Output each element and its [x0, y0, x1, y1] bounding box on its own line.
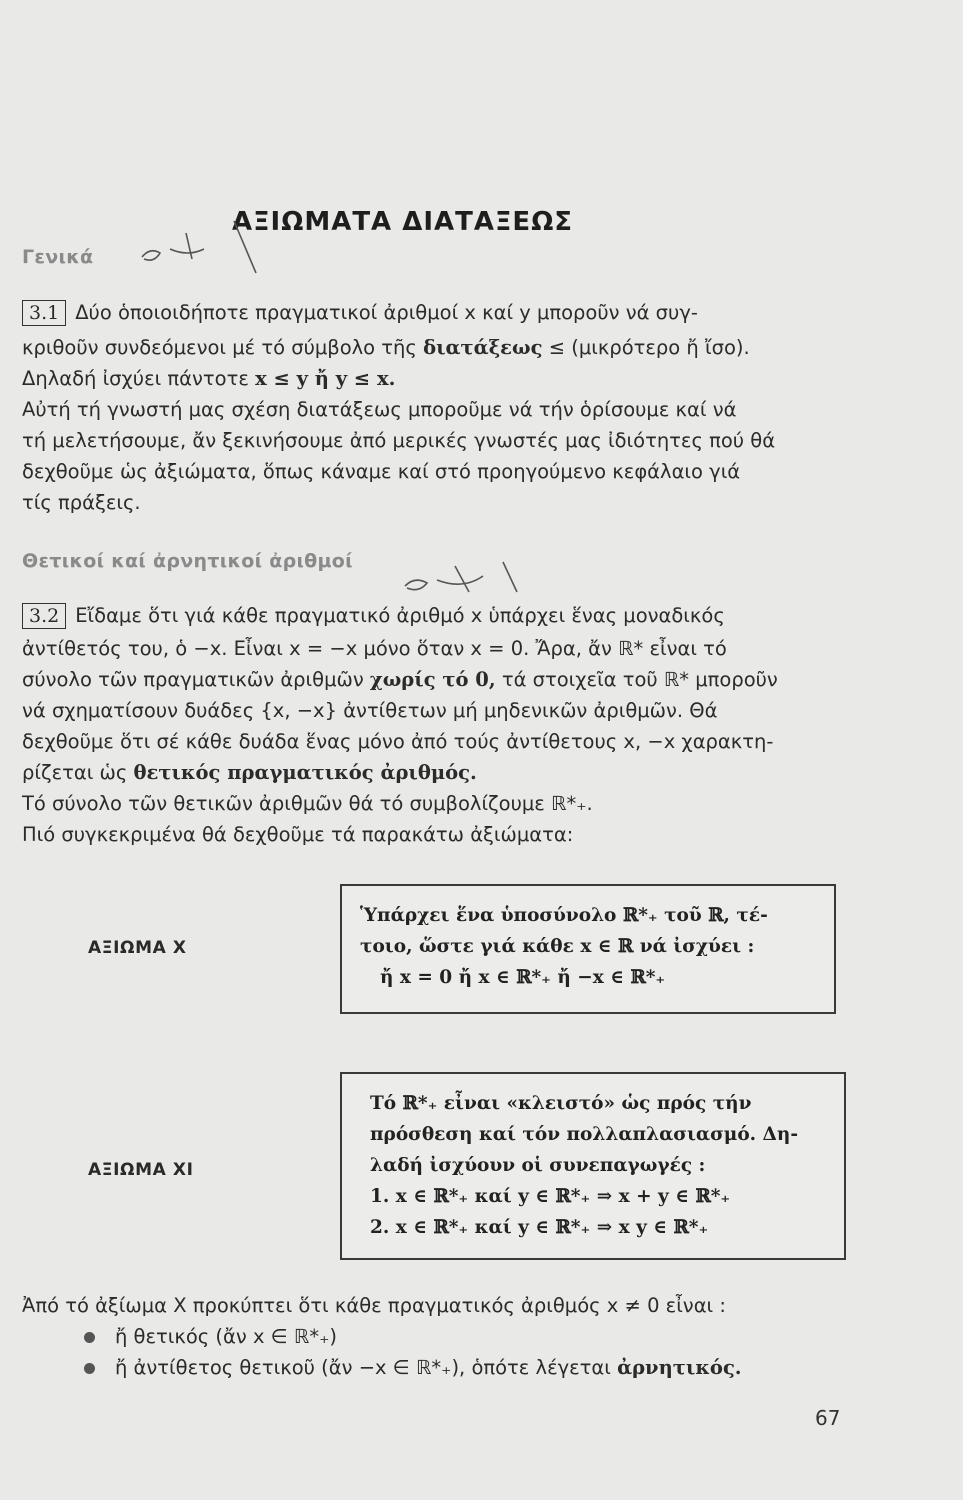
- text-line: σύνολο τῶν πραγματικῶν ἀριθμῶν: [22, 668, 370, 691]
- axiom-line: λαδή ἰσχύουν οἱ συνεπαγωγές :: [370, 1155, 706, 1176]
- bold-term: θετικός πραγματικός ἀριθμός.: [133, 761, 477, 784]
- pencil-mark-middle: [395, 560, 535, 600]
- text-line: Τό σύνολο τῶν θετικῶν ἀριθμῶν θά τό συμβολίζουμε ℝ*₊.: [22, 792, 593, 815]
- text-line: κριθοῦν συνδεόμενοι μέ τό σύμβολο τῆς: [22, 336, 424, 359]
- axiom-x-label: ΑΞΙΩΜΑ X: [88, 938, 187, 958]
- paragraph-number: 3.1: [22, 300, 66, 326]
- bullet-text: ἤ θετικός (ἄν x ∈ ℝ*₊): [115, 1325, 338, 1348]
- relation: x ≤ y ἤ y ≤ x.: [255, 367, 396, 390]
- axiom-line: 1. x ∈ ℝ*₊ καί y ∈ ℝ*₊ ⇒ x + y ∈ ℝ*₊: [370, 1186, 731, 1207]
- page-number: 67: [815, 1406, 841, 1430]
- text-line: Αὐτή τή γνωστή μας σχέση διατάξεως μποροῦμε νά τήν ὁρίσουμε καί νά: [22, 398, 737, 421]
- axiom-xi-box: [340, 1072, 846, 1260]
- text-line: δεχθοῦμε ὅτι σέ κάθε δυάδα ἕνας μόνο ἀπό τούς ἀντίθετους x, −x χαρακτη-: [22, 730, 774, 753]
- bullet-icon: [84, 1332, 95, 1343]
- axiom-x-box: [340, 884, 836, 1014]
- text-line: Εἴδαμε ὅτι γιά κάθε πραγματικό ἀριθμό x ὑπάρχει ἕνας μοναδικός: [75, 604, 725, 627]
- paragraph-3-1: [22, 297, 842, 518]
- bullet-icon: [84, 1363, 95, 1374]
- text-line: νά σχηματίσουν δυάδες {x, −x} ἀντίθετων μή μηδενικῶν ἀριθμῶν. Θά: [22, 699, 718, 722]
- bold-term: ἀρνητικός.: [617, 1356, 742, 1379]
- text-line: ρίζεται ὡς: [22, 761, 134, 784]
- text-line: τή μελετήσουμε, ἄν ξεκινήσουμε ἀπό μερικές γνωστές μας ἰδιότητες πού θά: [22, 429, 776, 452]
- bold-term: διατάξεως: [423, 336, 543, 359]
- bold-term: χωρίς τό 0,: [369, 668, 496, 691]
- text-line: ἀντίθετός του, ὁ −x. Εἶναι x = −x μόνο ὅταν x = 0. Ἄρα, ἄν ℝ* εἶναι τό: [22, 637, 727, 660]
- text-line: Ἀπό τό ἀξίωμα X προκύπτει ὅτι κάθε πραγματικός ἀριθμός x ≠ 0 εἶναι :: [22, 1294, 726, 1317]
- axiom-line: Τό ℝ*₊ εἶναι «κλειστό» ὡς πρός τήν: [370, 1093, 752, 1114]
- text-line: Δύο ὁποιοιδήποτε πραγματικοί ἀριθμοί x καί y μποροῦν νά συγ-: [75, 301, 698, 324]
- closing-paragraph: [22, 1290, 842, 1383]
- pencil-mark-top: [130, 215, 270, 275]
- section-heading-general: Γενικά: [22, 246, 94, 268]
- paragraph-number: 3.2: [22, 603, 66, 629]
- axiom-line: Ὑπάρχει ἕνα ὑποσύνολο ℝ*₊ τοῦ ℝ, τέ-: [360, 905, 768, 926]
- paragraph-3-2: [22, 600, 842, 850]
- text-line: Δηλαδή ἰσχύει πάντοτε: [22, 367, 256, 390]
- section-heading-pos-neg: Θετικοί καί ἀρνητικοί ἀριθμοί: [22, 550, 353, 572]
- axiom-xi-label: ΑΞΙΩΜΑ XI: [88, 1160, 194, 1180]
- text-line: τίς πράξεις.: [22, 491, 141, 514]
- axiom-line: πρόσθεση καί τόν πολλαπλασιασμό. Δη-: [370, 1124, 799, 1145]
- axiom-line: τοιο, ὥστε γιά κάθε x ∈ ℝ νά ἰσχύει :: [360, 936, 755, 957]
- page-title: ΑΞΙΩΜΑΤΑ ΔΙΑΤΑΞΕΩΣ: [232, 207, 574, 237]
- text-line: δεχθοῦμε ὡς ἀξιώματα, ὅπως κάναμε καί στό προηγούμενο κεφάλαιο γιά: [22, 460, 741, 483]
- symbol-text: ≤ (μικρότερο ἤ ἴσο).: [548, 336, 750, 359]
- text-line: Πιό συγκεκριμένα θά δεχθοῦμε τά παρακάτω ἀξιώματα:: [22, 823, 574, 846]
- text-line: τά στοιχεῖα τοῦ ℝ* μποροῦν: [495, 668, 778, 691]
- axiom-line: ἤ x = 0 ἤ x ∈ ℝ*₊ ἤ −x ∈ ℝ*₊: [380, 967, 666, 988]
- axiom-line: 2. x ∈ ℝ*₊ καί y ∈ ℝ*₊ ⇒ x y ∈ ℝ*₊: [370, 1217, 709, 1238]
- bullet-text: ἤ ἀντίθετος θετικοῦ (ἄν −x ∈ ℝ*₊), ὁπότε λέγεται: [115, 1356, 618, 1379]
